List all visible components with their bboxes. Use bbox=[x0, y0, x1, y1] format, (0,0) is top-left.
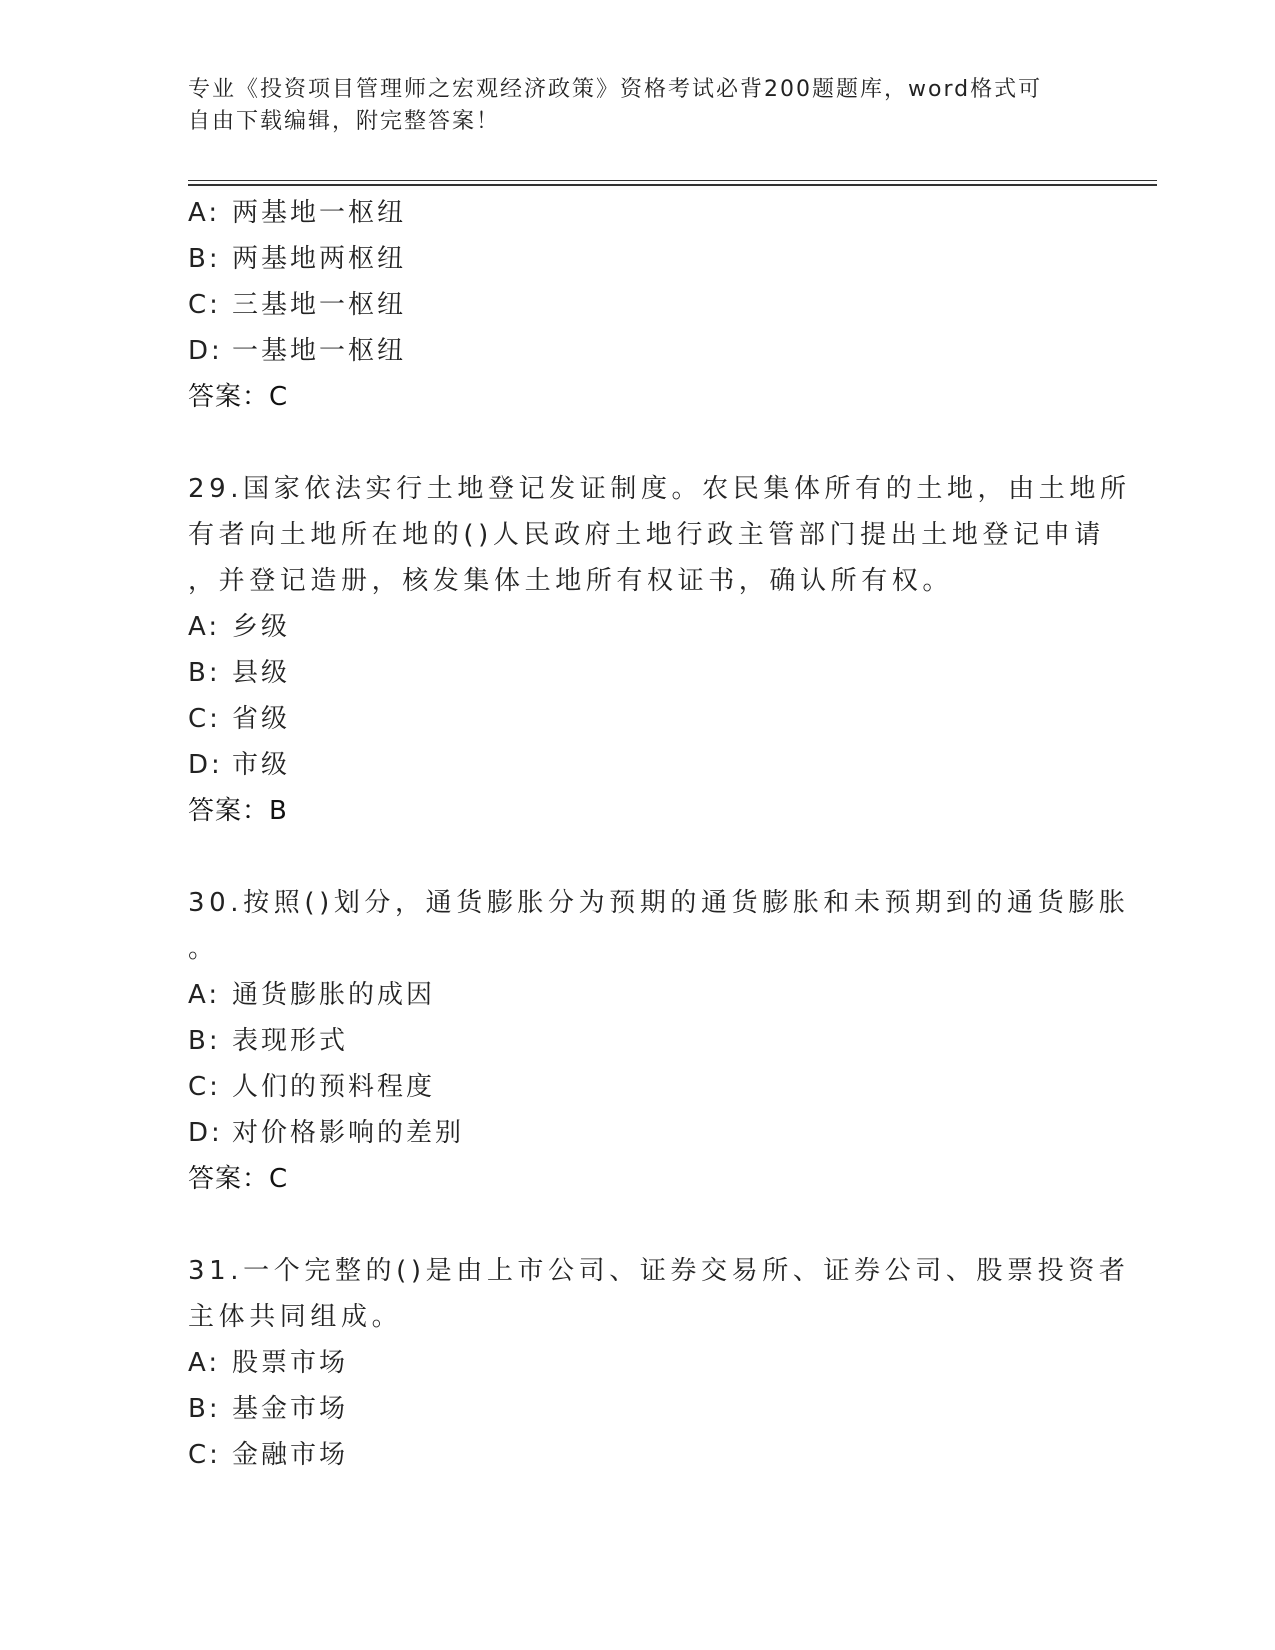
option-letter: B: bbox=[188, 1394, 221, 1424]
option-text: 一基地一枢纽 bbox=[232, 336, 407, 366]
question-29 bbox=[188, 466, 1131, 834]
header-line-1: 专业《投资项目管理师之宏观经济政策》资格考试必背200题题库，word格式可 bbox=[188, 77, 1043, 102]
question-31 bbox=[188, 1248, 1130, 1478]
option-text: 对价格影响的差别 bbox=[232, 1118, 465, 1148]
option-letter: A: bbox=[188, 612, 221, 642]
option-a bbox=[188, 1340, 1088, 1386]
stem-line: 31.一个完整的()是由上市公司、证券交易所、证券公司、股票投资者 bbox=[188, 1256, 1130, 1286]
stem-line: ，并登记造册，核发集体土地所有权证书，确认所有权。 bbox=[188, 566, 954, 596]
header-divider-thin bbox=[188, 180, 1157, 181]
option-letter: A: bbox=[188, 980, 221, 1010]
option-text: 两基地一枢纽 bbox=[232, 198, 407, 228]
stem-line: 。 bbox=[188, 934, 219, 964]
option-text: 基金市场 bbox=[232, 1394, 349, 1424]
option-b bbox=[188, 1386, 1088, 1432]
stem-line: 主体共同组成。 bbox=[188, 1302, 403, 1332]
stem-line: 有者向土地所在地的()人民政府土地行政主管部门提出土地登记申请 bbox=[188, 520, 1105, 550]
option-letter: A: bbox=[188, 198, 221, 228]
option-letter: B: bbox=[188, 244, 221, 274]
option-letter: C: bbox=[188, 1072, 221, 1102]
option-text: 金融市场 bbox=[232, 1440, 349, 1470]
answer-line: 答案：C bbox=[188, 382, 289, 412]
stem-line: 29.国家依法实行土地登记发证制度。农民集体所有的土地，由土地所 bbox=[188, 474, 1131, 504]
option-d bbox=[188, 328, 1088, 374]
stem-line: 30.按照()划分，通货膨胀分为预期的通货膨胀和未预期到的通货膨胀 bbox=[188, 888, 1130, 918]
header-divider-thick bbox=[188, 184, 1157, 186]
option-text: 通货膨胀的成因 bbox=[232, 980, 436, 1010]
option-letter: B: bbox=[188, 1026, 221, 1056]
option-text: 县级 bbox=[232, 658, 291, 688]
question-stem bbox=[188, 880, 1130, 972]
option-letter: D: bbox=[188, 1118, 223, 1148]
option-letter: B: bbox=[188, 658, 221, 688]
option-c bbox=[188, 282, 1088, 328]
option-text: 股票市场 bbox=[232, 1348, 349, 1378]
option-c bbox=[188, 1064, 1088, 1110]
option-letter: A: bbox=[188, 1348, 221, 1378]
question-list bbox=[188, 190, 1131, 1478]
option-c bbox=[188, 1432, 1088, 1478]
document-header bbox=[188, 74, 1088, 138]
answer-line: 答案：C bbox=[188, 1164, 289, 1194]
option-text: 省级 bbox=[232, 704, 291, 734]
option-letter: C: bbox=[188, 704, 221, 734]
option-text: 人们的预料程度 bbox=[232, 1072, 436, 1102]
option-text: 市级 bbox=[232, 750, 291, 780]
option-text: 三基地一枢纽 bbox=[232, 290, 407, 320]
answer-line: 答案：B bbox=[188, 796, 288, 826]
option-text: 表现形式 bbox=[232, 1026, 349, 1056]
question-28 bbox=[188, 190, 1088, 420]
option-b bbox=[188, 650, 1088, 696]
option-c bbox=[188, 696, 1088, 742]
question-stem bbox=[188, 1248, 1130, 1340]
option-text: 两基地两枢纽 bbox=[232, 244, 407, 274]
header-line-2: 自由下载编辑，附完整答案！ bbox=[188, 109, 501, 134]
option-a bbox=[188, 190, 1088, 236]
option-letter: D: bbox=[188, 336, 223, 366]
option-b bbox=[188, 1018, 1088, 1064]
option-d bbox=[188, 1110, 1088, 1156]
option-a bbox=[188, 972, 1088, 1018]
option-b bbox=[188, 236, 1088, 282]
option-letter: D: bbox=[188, 750, 223, 780]
option-d bbox=[188, 742, 1088, 788]
option-a bbox=[188, 604, 1088, 650]
option-letter: C: bbox=[188, 290, 221, 320]
option-letter: C: bbox=[188, 1440, 221, 1470]
question-30 bbox=[188, 880, 1130, 1202]
question-stem bbox=[188, 466, 1131, 604]
option-text: 乡级 bbox=[232, 612, 291, 642]
